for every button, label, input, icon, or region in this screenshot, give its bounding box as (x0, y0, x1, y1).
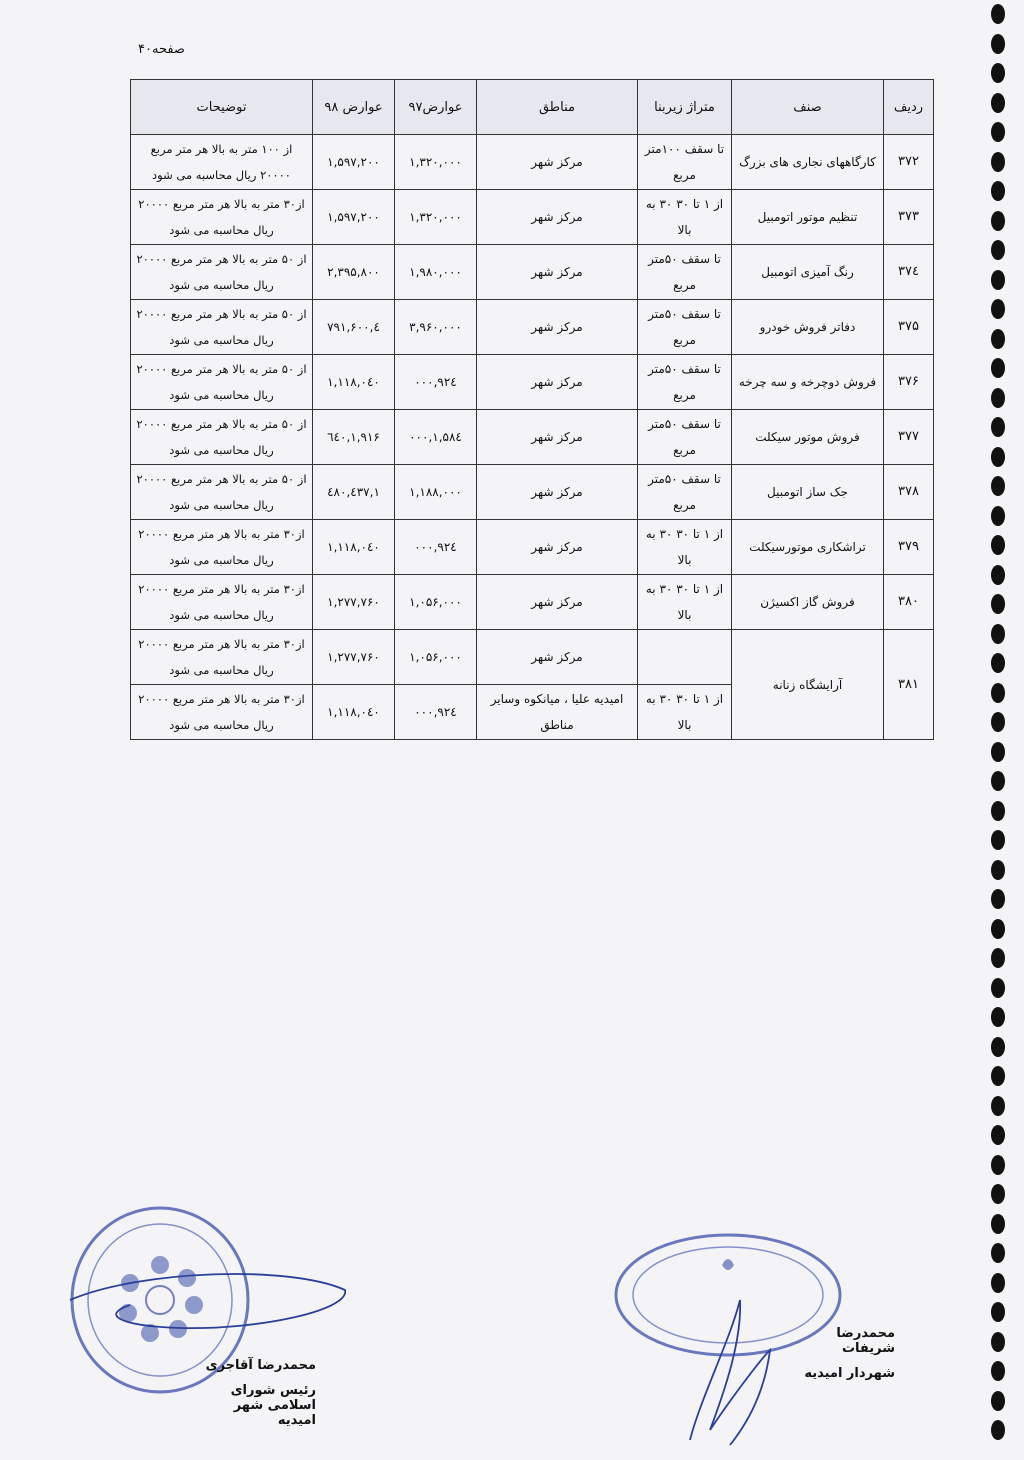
binding-hole (991, 1243, 1005, 1263)
category-cell: تراشکاری موتورسیکلت (732, 520, 884, 575)
table-row (131, 135, 934, 190)
zones-cell: مرکز شهر (477, 135, 638, 190)
notes-cell: از۳۰ متر به بالا هر متر مربع ۲۰۰۰۰ ریال محاسبه می شود (131, 685, 313, 740)
binding-hole (991, 270, 1005, 290)
notes-cell: از۳۰ متر به بالا هر متر مربع ۲۰۰۰۰ ریال محاسبه می شود (131, 520, 313, 575)
fee-97-cell: ۹۲٤,۰۰۰ (395, 685, 477, 740)
notes-cell: از۳۰ متر به بالا هر متر مربع ۲۰۰۰۰ ریال محاسبه می شود (131, 575, 313, 630)
zones-cell: مرکز شهر (477, 245, 638, 300)
binding-hole (991, 211, 1005, 231)
zones-cell: مرکز شهر (477, 300, 638, 355)
category-cell: فروش گاز اکسیژن (732, 575, 884, 630)
binding-hole (991, 889, 1005, 909)
binding-hole (991, 919, 1005, 939)
fee-98-cell: ۲,۳۹۵,۸۰۰ (313, 245, 395, 300)
fee-97-cell: ۳,۹۶۰,۰۰۰ (395, 300, 477, 355)
binding-hole (991, 830, 1005, 850)
row-number: ۳۷۵ (884, 300, 934, 355)
row-number: ۳۷۳ (884, 190, 934, 245)
area-cell (638, 630, 732, 685)
binding-hole (991, 1391, 1005, 1411)
fee-98-cell: ۱,۵۹۷,۲۰۰ (313, 135, 395, 190)
row-number: ۳۷۷ (884, 410, 934, 465)
fee-98-cell: ۱,۹۱۶,٦٤۰ (313, 410, 395, 465)
council-head-name: محمدرضا آقاجری (205, 1358, 316, 1373)
row-number: ۳۷۹ (884, 520, 934, 575)
table-row (131, 245, 934, 300)
row-number: ۳۷۲ (884, 135, 934, 190)
notes-cell: از ۱۰۰ متر به بالا هر متر مربع ۲۰۰۰۰ ریال محاسبه می شود (131, 135, 313, 190)
mayor-title: شهردار امیدیه (804, 1366, 895, 1381)
table-header-row (131, 80, 934, 135)
area-cell: تا سقف ۵۰متر مربع (638, 245, 732, 300)
binding-hole (991, 122, 1005, 142)
binding-hole (991, 299, 1005, 319)
header-fee-97: عوارض۹۷ (395, 80, 477, 135)
table-row (131, 410, 934, 465)
binding-hole (991, 4, 1005, 24)
table-row (131, 300, 934, 355)
binding-hole (991, 1184, 1005, 1204)
signature-right (670, 1280, 790, 1460)
fee-98-cell: ۱,۱۱۸,۰٤۰ (313, 520, 395, 575)
table-row (131, 630, 934, 685)
binding-hole (991, 1361, 1005, 1381)
binding-hole (991, 742, 1005, 762)
header-area: متراژ زیربنا (638, 80, 732, 135)
fee-97-cell: ۱,۵۸٤,۰۰۰ (395, 410, 477, 465)
binding-hole (991, 447, 1005, 467)
area-cell: تا سقف ۵۰متر مربع (638, 355, 732, 410)
category-cell: تنظیم موتور اتومبیل (732, 190, 884, 245)
binding-hole (991, 624, 1005, 644)
fee-97-cell: ۱,۳۲۰,۰۰۰ (395, 135, 477, 190)
table-row (131, 355, 934, 410)
fee-98-cell: ۱,۵۹۷,۲۰۰ (313, 190, 395, 245)
zones-cell: مرکز شهر (477, 410, 638, 465)
zones-cell: مرکز شهر (477, 575, 638, 630)
binding-hole (991, 653, 1005, 673)
binding-hole (991, 93, 1005, 113)
area-cell: تا سقف ۵۰متر مربع (638, 465, 732, 520)
table-row (131, 520, 934, 575)
notes-cell: از ۵۰ متر به بالا هر متر مربع ۲۰۰۰۰ ریال محاسبه می شود (131, 245, 313, 300)
zones-cell: مرکز شهر (477, 190, 638, 245)
binding-hole (991, 476, 1005, 496)
fee-98-cell: ۱,۲۷۷,۷۶۰ (313, 630, 395, 685)
notes-cell: از ۵۰ متر به بالا هر متر مربع ۲۰۰۰۰ ریال محاسبه می شود (131, 465, 313, 520)
table-row (131, 190, 934, 245)
binding-hole (991, 329, 1005, 349)
mayor-signature-block (795, 1326, 895, 1391)
fee-97-cell: ۱,۳۲۰,۰۰۰ (395, 190, 477, 245)
binding-hole (991, 683, 1005, 703)
area-cell: تا سقف ۱۰۰متر مربع (638, 135, 732, 190)
fee-97-cell: ۹۲٤,۰۰۰ (395, 520, 477, 575)
header-row-number: ردیف (884, 80, 934, 135)
zones-cell: امیدیه علیا ، میانکوه وسایر مناطق (477, 685, 638, 740)
category-cell: کارگاههای نجاری های بزرگ (732, 135, 884, 190)
binding-hole (991, 1302, 1005, 1322)
row-number: ۳۷۸ (884, 465, 934, 520)
table-row (131, 465, 934, 520)
row-number: ۳۸۱ (884, 630, 934, 740)
council-signature-block (196, 1358, 316, 1438)
zones-cell: مرکز شهر (477, 520, 638, 575)
binding-hole (991, 506, 1005, 526)
fee-97-cell: ۱,۱۸۸,۰۰۰ (395, 465, 477, 520)
binding-hole (991, 63, 1005, 83)
binding-hole (991, 801, 1005, 821)
category-cell: رنگ آمیزی اتومبیل (732, 245, 884, 300)
binding-hole (991, 948, 1005, 968)
area-cell: از ۱ تا ۳۰ ۳۰ به بالا (638, 685, 732, 740)
page-number: صفحه۴۰ (138, 42, 185, 57)
category-cell: فروش دوچرخه و سه چرخه (732, 355, 884, 410)
binding-hole (991, 240, 1005, 260)
spiral-binding (986, 0, 1014, 1450)
header-notes: توضیحات (131, 80, 313, 135)
row-number: ۳۷۶ (884, 355, 934, 410)
binding-hole (991, 34, 1005, 54)
category-cell: جک ساز اتومبیل (732, 465, 884, 520)
binding-hole (991, 1273, 1005, 1293)
binding-hole (991, 594, 1005, 614)
binding-hole (991, 1007, 1005, 1027)
area-cell: تا سقف ۵۰متر مربع (638, 300, 732, 355)
fee-98-cell: ۱,۱۱۸,۰٤۰ (313, 355, 395, 410)
zones-cell: مرکز شهر (477, 355, 638, 410)
fee-98-cell: ۱,٤۳۷,٤۸۰ (313, 465, 395, 520)
fee-97-cell: ۹۲٤,۰۰۰ (395, 355, 477, 410)
notes-cell: از۳۰ متر به بالا هر متر مربع ۲۰۰۰۰ ریال محاسبه می شود (131, 630, 313, 685)
binding-hole (991, 1125, 1005, 1145)
area-cell: از ۱ تا ۳۰ ۳۰ به بالا (638, 520, 732, 575)
binding-hole (991, 1214, 1005, 1234)
row-number: ۳۷٤ (884, 245, 934, 300)
binding-hole (991, 1155, 1005, 1175)
fee-98-cell: ۱,۱۱۸,۰٤۰ (313, 685, 395, 740)
fee-table (130, 79, 934, 740)
binding-hole (991, 417, 1005, 437)
binding-hole (991, 565, 1005, 585)
area-cell: از ۱ تا ۳۰ ۳۰ به بالا (638, 575, 732, 630)
fee-98-cell: ۱,۲۷۷,۷۶۰ (313, 575, 395, 630)
fee-97-cell: ۱,۰۵۶,۰۰۰ (395, 575, 477, 630)
binding-hole (991, 535, 1005, 555)
binding-hole (991, 152, 1005, 172)
area-cell: تا سقف ۵۰متر مربع (638, 410, 732, 465)
binding-hole (991, 1037, 1005, 1057)
fee-97-cell: ۱,۰۵۶,۰۰۰ (395, 630, 477, 685)
notes-cell: از ۵۰ متر به بالا هر متر مربع ۲۰۰۰۰ ریال محاسبه می شود (131, 300, 313, 355)
binding-hole (991, 771, 1005, 791)
binding-hole (991, 388, 1005, 408)
zones-cell: مرکز شهر (477, 465, 638, 520)
header-category: صنف (732, 80, 884, 135)
council-head-title: رئیس شورای اسلامی شهر امیدیه (230, 1383, 316, 1428)
binding-hole (991, 1420, 1005, 1440)
binding-hole (991, 181, 1005, 201)
notes-cell: از۳۰ متر به بالا هر متر مربع ۲۰۰۰۰ ریال محاسبه می شود (131, 190, 313, 245)
fee-97-cell: ۱,۹۸۰,۰۰۰ (395, 245, 477, 300)
binding-hole (991, 860, 1005, 880)
binding-hole (991, 358, 1005, 378)
category-cell: آرایشگاه زنانه (732, 630, 884, 740)
zones-cell: مرکز شهر (477, 630, 638, 685)
binding-hole (991, 1096, 1005, 1116)
row-number: ۳۸۰ (884, 575, 934, 630)
signature-left (60, 1260, 360, 1340)
notes-cell: از ۵۰ متر به بالا هر متر مربع ۲۰۰۰۰ ریال محاسبه می شود (131, 410, 313, 465)
binding-hole (991, 978, 1005, 998)
category-cell: دفاتر فروش خودرو (732, 300, 884, 355)
mayor-name: محمدرضا شریفات (836, 1326, 895, 1356)
binding-hole (991, 1332, 1005, 1352)
header-fee-98: عوارض ۹۸ (313, 80, 395, 135)
binding-hole (991, 712, 1005, 732)
area-cell: از ۱ تا ۳۰ ۳۰ به بالا (638, 190, 732, 245)
fee-98-cell: ٤,۷۹۱,۶۰۰ (313, 300, 395, 355)
notes-cell: از ۵۰ متر به بالا هر متر مربع ۲۰۰۰۰ ریال محاسبه می شود (131, 355, 313, 410)
table-row (131, 575, 934, 630)
binding-hole (991, 1066, 1005, 1086)
category-cell: فروش موتور سیکلت (732, 410, 884, 465)
header-zones: مناطق (477, 80, 638, 135)
